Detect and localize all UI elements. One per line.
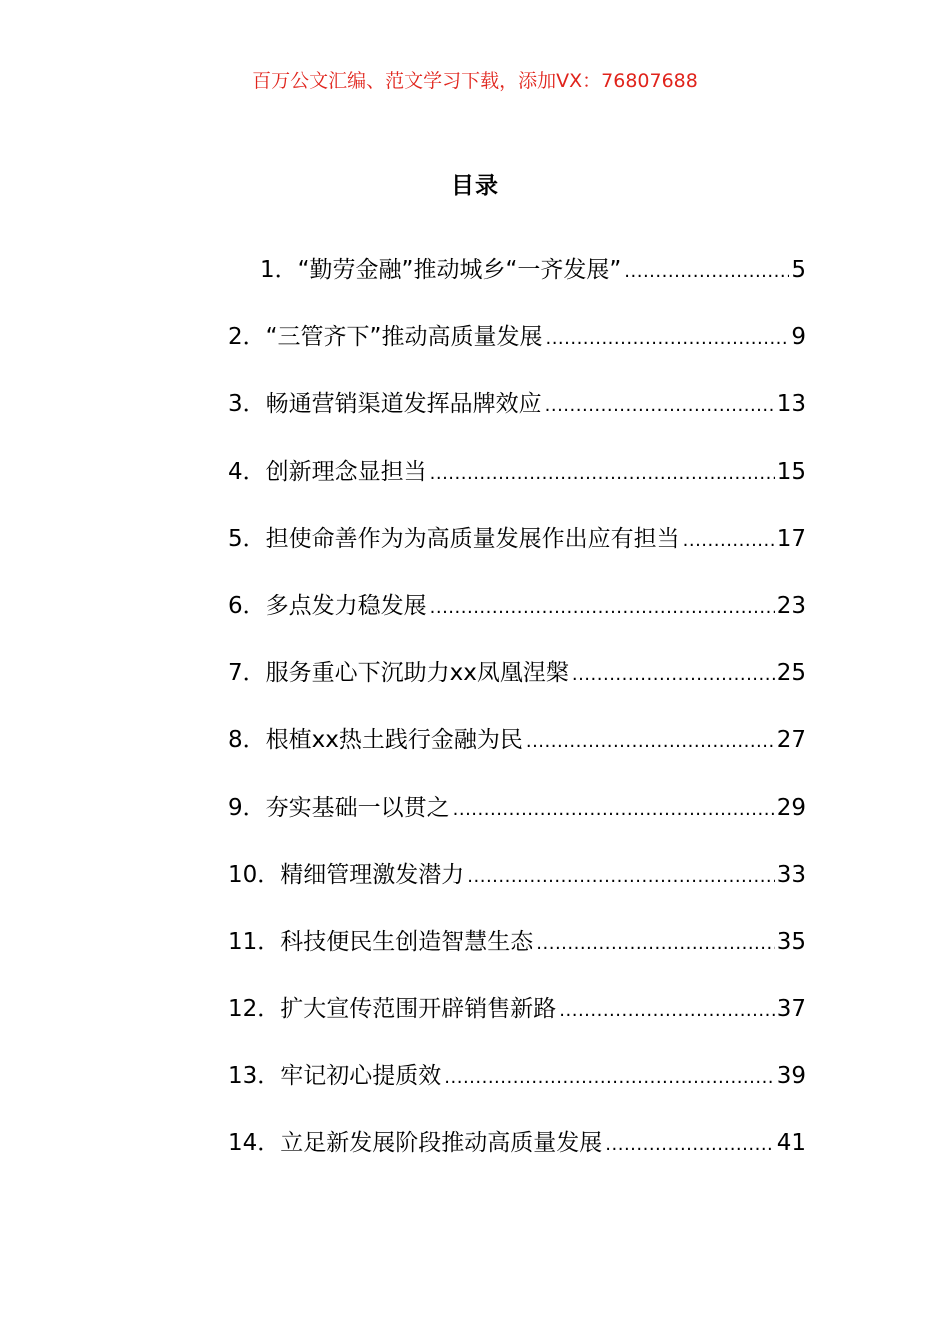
toc-dot-leader	[536, 925, 774, 963]
toc-page-number: 15	[776, 458, 806, 485]
toc-dot-leader	[605, 1126, 774, 1164]
toc-page-number: 33	[776, 861, 806, 888]
toc-dot-leader	[559, 992, 774, 1030]
toc-page-number: 29	[776, 794, 806, 821]
toc-entry-label: 3．畅通营销渠道发挥品牌效应	[228, 391, 542, 418]
toc-entry[interactable]	[228, 721, 806, 788]
toc-page-number: 13	[776, 391, 806, 418]
toc-entry[interactable]	[228, 251, 806, 318]
toc-entry[interactable]	[228, 1057, 806, 1124]
toc-page-number: 35	[776, 928, 806, 955]
toc-page-number: 25	[776, 660, 806, 687]
toc-dot-leader	[683, 522, 775, 560]
toc-entry[interactable]	[228, 990, 806, 1057]
toc-entry-label: 6．多点发力稳发展	[228, 592, 427, 619]
toc-entry-label: 4．创新理念显担当	[228, 458, 427, 485]
toc-entry[interactable]	[228, 520, 806, 587]
toc-page-number: 27	[776, 727, 806, 754]
toc-page-number: 23	[776, 592, 806, 619]
toc-dot-leader	[467, 858, 774, 896]
toc-dot-leader	[526, 723, 775, 761]
toc-entry[interactable]	[228, 1124, 806, 1191]
toc-page-number: 5	[791, 257, 806, 283]
toc-entry-label: 7．服务重心下沉助力xx凤凰涅槃	[228, 660, 569, 687]
table-of-contents	[228, 251, 806, 1192]
toc-dot-leader	[545, 387, 775, 425]
toc-dot-leader	[453, 791, 775, 829]
toc-dot-leader	[572, 656, 775, 694]
toc-entry[interactable]	[228, 587, 806, 654]
toc-entry[interactable]	[228, 385, 806, 452]
toc-entry-label: 9．夯实基础一以贯之	[228, 794, 450, 821]
toc-entry-label: 11．科技便民生创造智慧生态	[228, 928, 534, 955]
watermark-banner: 百万公文汇编、范文学习下载，添加VX：76807688	[252, 70, 698, 92]
toc-entry[interactable]	[228, 453, 806, 520]
toc-entry-label: 14．立足新发展阶段推动高质量发展	[228, 1130, 603, 1157]
toc-page-number: 17	[776, 525, 806, 552]
toc-page-number: 9	[791, 324, 806, 351]
toc-entry-label: 5．担使命善作为为高质量发展作出应有担当	[228, 525, 680, 552]
toc-page-number: 37	[776, 996, 806, 1023]
toc-entry-label: 12．扩大宣传范围开辟销售新路	[228, 996, 557, 1023]
toc-entry[interactable]	[228, 654, 806, 721]
toc-entry[interactable]	[228, 789, 806, 856]
toc-entry[interactable]	[228, 923, 806, 990]
toc-entry[interactable]	[228, 856, 806, 923]
toc-entry-label: 2．“三管齐下”推动高质量发展	[228, 324, 543, 351]
toc-dot-leader	[430, 589, 775, 627]
page-title: 目录	[451, 173, 499, 199]
toc-page-number: 39	[776, 1063, 806, 1090]
toc-entry[interactable]	[228, 318, 806, 385]
toc-dot-leader	[624, 253, 789, 291]
toc-dot-leader	[545, 320, 789, 358]
toc-dot-leader	[444, 1059, 774, 1097]
toc-dot-leader	[430, 455, 775, 493]
toc-entry-label: 10．精细管理激发潜力	[228, 861, 465, 888]
toc-entry-label: 13．牢记初心提质效	[228, 1063, 442, 1090]
toc-entry-label: 8．根植xx热土践行金融为民	[228, 727, 523, 754]
toc-page-number: 41	[776, 1130, 806, 1157]
toc-entry-label: 1．“勤劳金融”推动城乡“一齐发展”	[260, 257, 622, 283]
